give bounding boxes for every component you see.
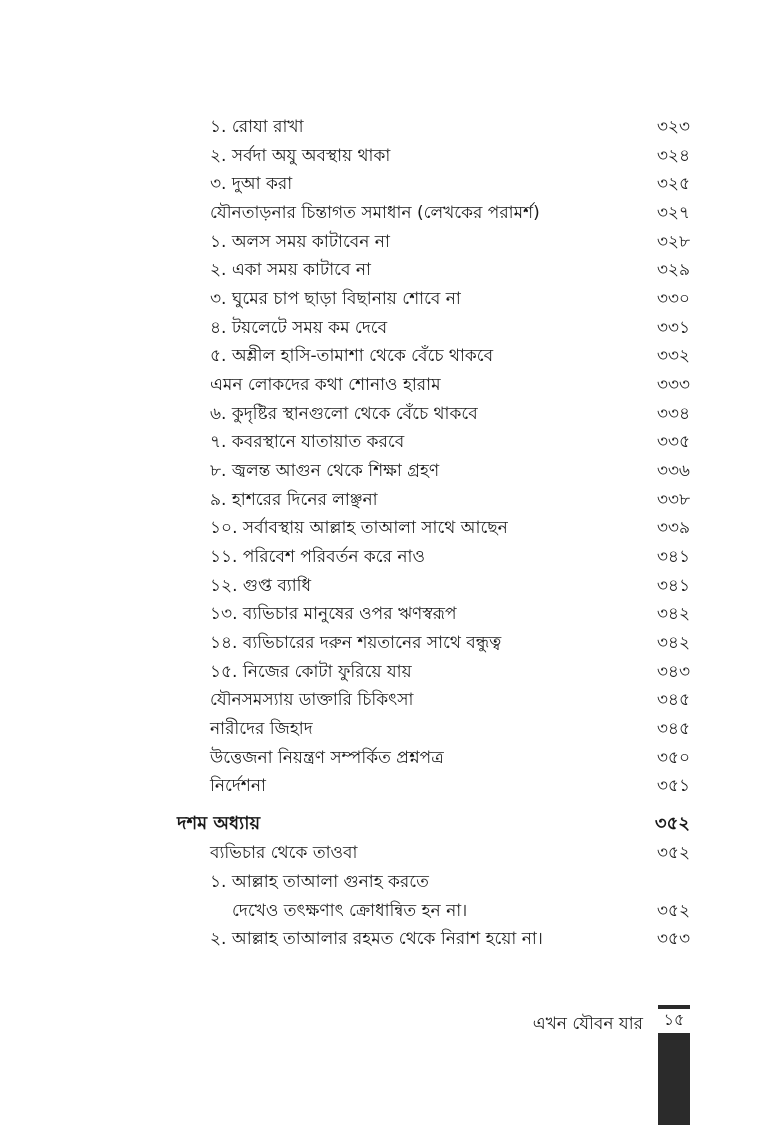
toc-entry-page: ৩৪১ — [656, 576, 690, 596]
running-footer-book-title: এখন যৌবন যার — [532, 1014, 643, 1034]
chapter-title: দশম অধ্যায় — [177, 813, 261, 834]
chapter-page: ৩৫২ — [654, 813, 690, 834]
toc-entry — [210, 744, 690, 772]
page-number-rule — [658, 1005, 690, 1009]
toc-entry-label: ১১. পরিবেশ পরিবর্তন করে নাও — [210, 547, 425, 567]
toc-entry-label: যৌনতাড়নার চিন্তাগত সমাধান (লেখকের পরামর্শ) — [210, 203, 540, 223]
toc-entry — [210, 629, 690, 657]
toc-entry — [210, 839, 690, 867]
toc-entry-label: ২. একা সময় কাটাবে না — [210, 260, 371, 280]
toc-entry-page: ৩২৩ — [656, 117, 690, 137]
toc-entry-label: ৮. জ্বলন্ত আগুন থেকে শিক্ষা গ্রহণ — [210, 461, 440, 481]
toc-entry — [210, 400, 690, 428]
toc-entry-page: ৩৫০ — [656, 748, 690, 768]
toc-entry-page: ৩৪২ — [656, 633, 690, 653]
toc-entry — [210, 572, 690, 600]
toc-entry — [210, 142, 690, 170]
toc-entry-page: ৩৪৩ — [656, 662, 690, 682]
toc-entry — [210, 772, 690, 800]
toc-chapter-heading — [177, 810, 690, 838]
toc-entry-page: ৩৩৮ — [656, 490, 690, 510]
toc-entry-label: ৭. কবরস্থানে যাতায়াত করবে — [210, 432, 405, 452]
toc-entry-page: ৩৩৯ — [656, 518, 690, 538]
toc-entry — [210, 113, 690, 141]
toc-entry-label: ৯. হাশরের দিনের লাঞ্ছনা — [210, 490, 378, 510]
page-number-tab — [658, 1005, 690, 1125]
toc-entry — [210, 314, 690, 342]
toc-entry-label: ২. সর্বদা অযু অবস্থায় থাকা — [210, 146, 391, 166]
page-number: ১৫ — [663, 1010, 685, 1029]
toc-entry-label: ১০. সর্বাবস্থায় আল্লাহ তাআলা সাথে আছেন — [210, 518, 508, 538]
toc-entry-page: ৩২৮ — [656, 232, 690, 252]
toc-entry — [210, 514, 690, 542]
toc-entry-label: উত্তেজনা নিয়ন্ত্রণ সম্পর্কিত প্রশ্নপত্র — [210, 748, 444, 768]
toc-entry-label: ১৪. ব্যভিচারের দরুন শয়তানের সাথে বন্ধুত্ব — [210, 633, 502, 653]
toc-entry — [210, 715, 690, 743]
toc-entry — [210, 658, 690, 686]
toc-entry — [210, 170, 690, 198]
toc-entry-label: যৌনসমস্যায় ডাক্তারি চিকিৎসা — [210, 690, 414, 710]
toc-entry-label: ৩. দুআ করা — [210, 174, 293, 194]
toc-entry — [210, 457, 690, 485]
toc-entry — [210, 686, 690, 714]
toc-entry-page: ৩৪২ — [656, 604, 690, 624]
toc-entry — [210, 199, 690, 227]
toc-entry-page: ৩৩৫ — [656, 432, 690, 452]
toc-entry-continuation — [210, 897, 690, 925]
toc-entry — [210, 600, 690, 628]
toc-entry-page: ৩৩২ — [656, 346, 690, 366]
toc-entry — [210, 925, 690, 953]
toc-entry — [210, 371, 690, 399]
toc-entry-page: ৩৫২ — [656, 901, 690, 921]
toc-entry — [210, 285, 690, 313]
toc-entry — [210, 342, 690, 370]
toc-entry-page: ৩২৭ — [656, 203, 690, 223]
toc-entry-page: ৩৩১ — [656, 318, 690, 338]
toc-entry — [210, 428, 690, 456]
toc-entry — [210, 543, 690, 571]
toc-entry-page: ৩৫১ — [656, 776, 690, 796]
toc-entry-label: দেখেও তৎক্ষণাৎ ক্রোধান্বিত হন না। — [232, 901, 468, 921]
toc-entry-label: ১২. গুপ্ত ব্যাধি — [210, 576, 312, 596]
toc-entry — [210, 256, 690, 284]
toc-entry-page: ৩৫৩ — [656, 929, 690, 949]
toc-entry-page: ৩৩৩ — [656, 375, 690, 395]
toc-entry-page: ৩৫২ — [656, 843, 690, 863]
toc-entry-page: ৩২৪ — [656, 146, 690, 166]
toc-entry-label: ৪. টয়লেটে সময় কম দেবে — [210, 318, 388, 338]
toc-entry-page: ৩৩৪ — [656, 404, 690, 424]
toc-entry-page: ৩৪৫ — [656, 719, 690, 739]
toc-entry — [210, 868, 690, 896]
toc-entry-label: এমন লোকদের কথা শোনাও হারাম — [210, 375, 441, 395]
page-edge-block — [658, 1033, 690, 1125]
toc-entry-page: ৩২৯ — [656, 260, 690, 280]
toc-entry-label: ২. আল্লাহ তাআলার রহমত থেকে নিরাশ হয়ো না। — [210, 929, 543, 949]
toc-entry — [210, 486, 690, 514]
toc-entry-page: ৩৩০ — [656, 289, 690, 309]
toc-entry-label: ১. অলস সময় কাটাবেন না — [210, 232, 390, 252]
toc-entry-label: ব্যভিচার থেকে তাওবা — [210, 843, 358, 863]
toc-entry-page: ৩৩৬ — [656, 461, 690, 481]
toc-entry-label: ১. রোযা রাখা — [210, 117, 304, 137]
toc-entry-page: ৩২৫ — [656, 174, 690, 194]
toc-entry-label: ৩. ঘুমের চাপ ছাড়া বিছানায় শোবে না — [210, 289, 461, 309]
toc-entry — [210, 228, 690, 256]
toc-entry-label: ৬. কুদৃষ্টির স্থানগুলো থেকে বেঁচে থাকবে — [210, 404, 478, 424]
toc-entry-label: ৫. অশ্লীল হাসি-তামাশা থেকে বেঁচে থাকবে — [210, 346, 494, 366]
toc-entry-label: ১. আল্লাহ তাআলা গুনাহ করতে — [210, 872, 429, 892]
toc-entry-page: ৩৪১ — [656, 547, 690, 567]
toc-entry-label: ১৩. ব্যভিচার মানুষের ওপর ঋণস্বরূপ — [210, 604, 457, 624]
toc-entry-label: নারীদের জিহাদ — [210, 719, 313, 739]
toc-entry-label: ১৫. নিজের কোটা ফুরিয়ে যায় — [210, 662, 412, 682]
toc-entry-label: নির্দেশনা — [210, 776, 266, 796]
toc-entry-page: ৩৪৫ — [656, 690, 690, 710]
